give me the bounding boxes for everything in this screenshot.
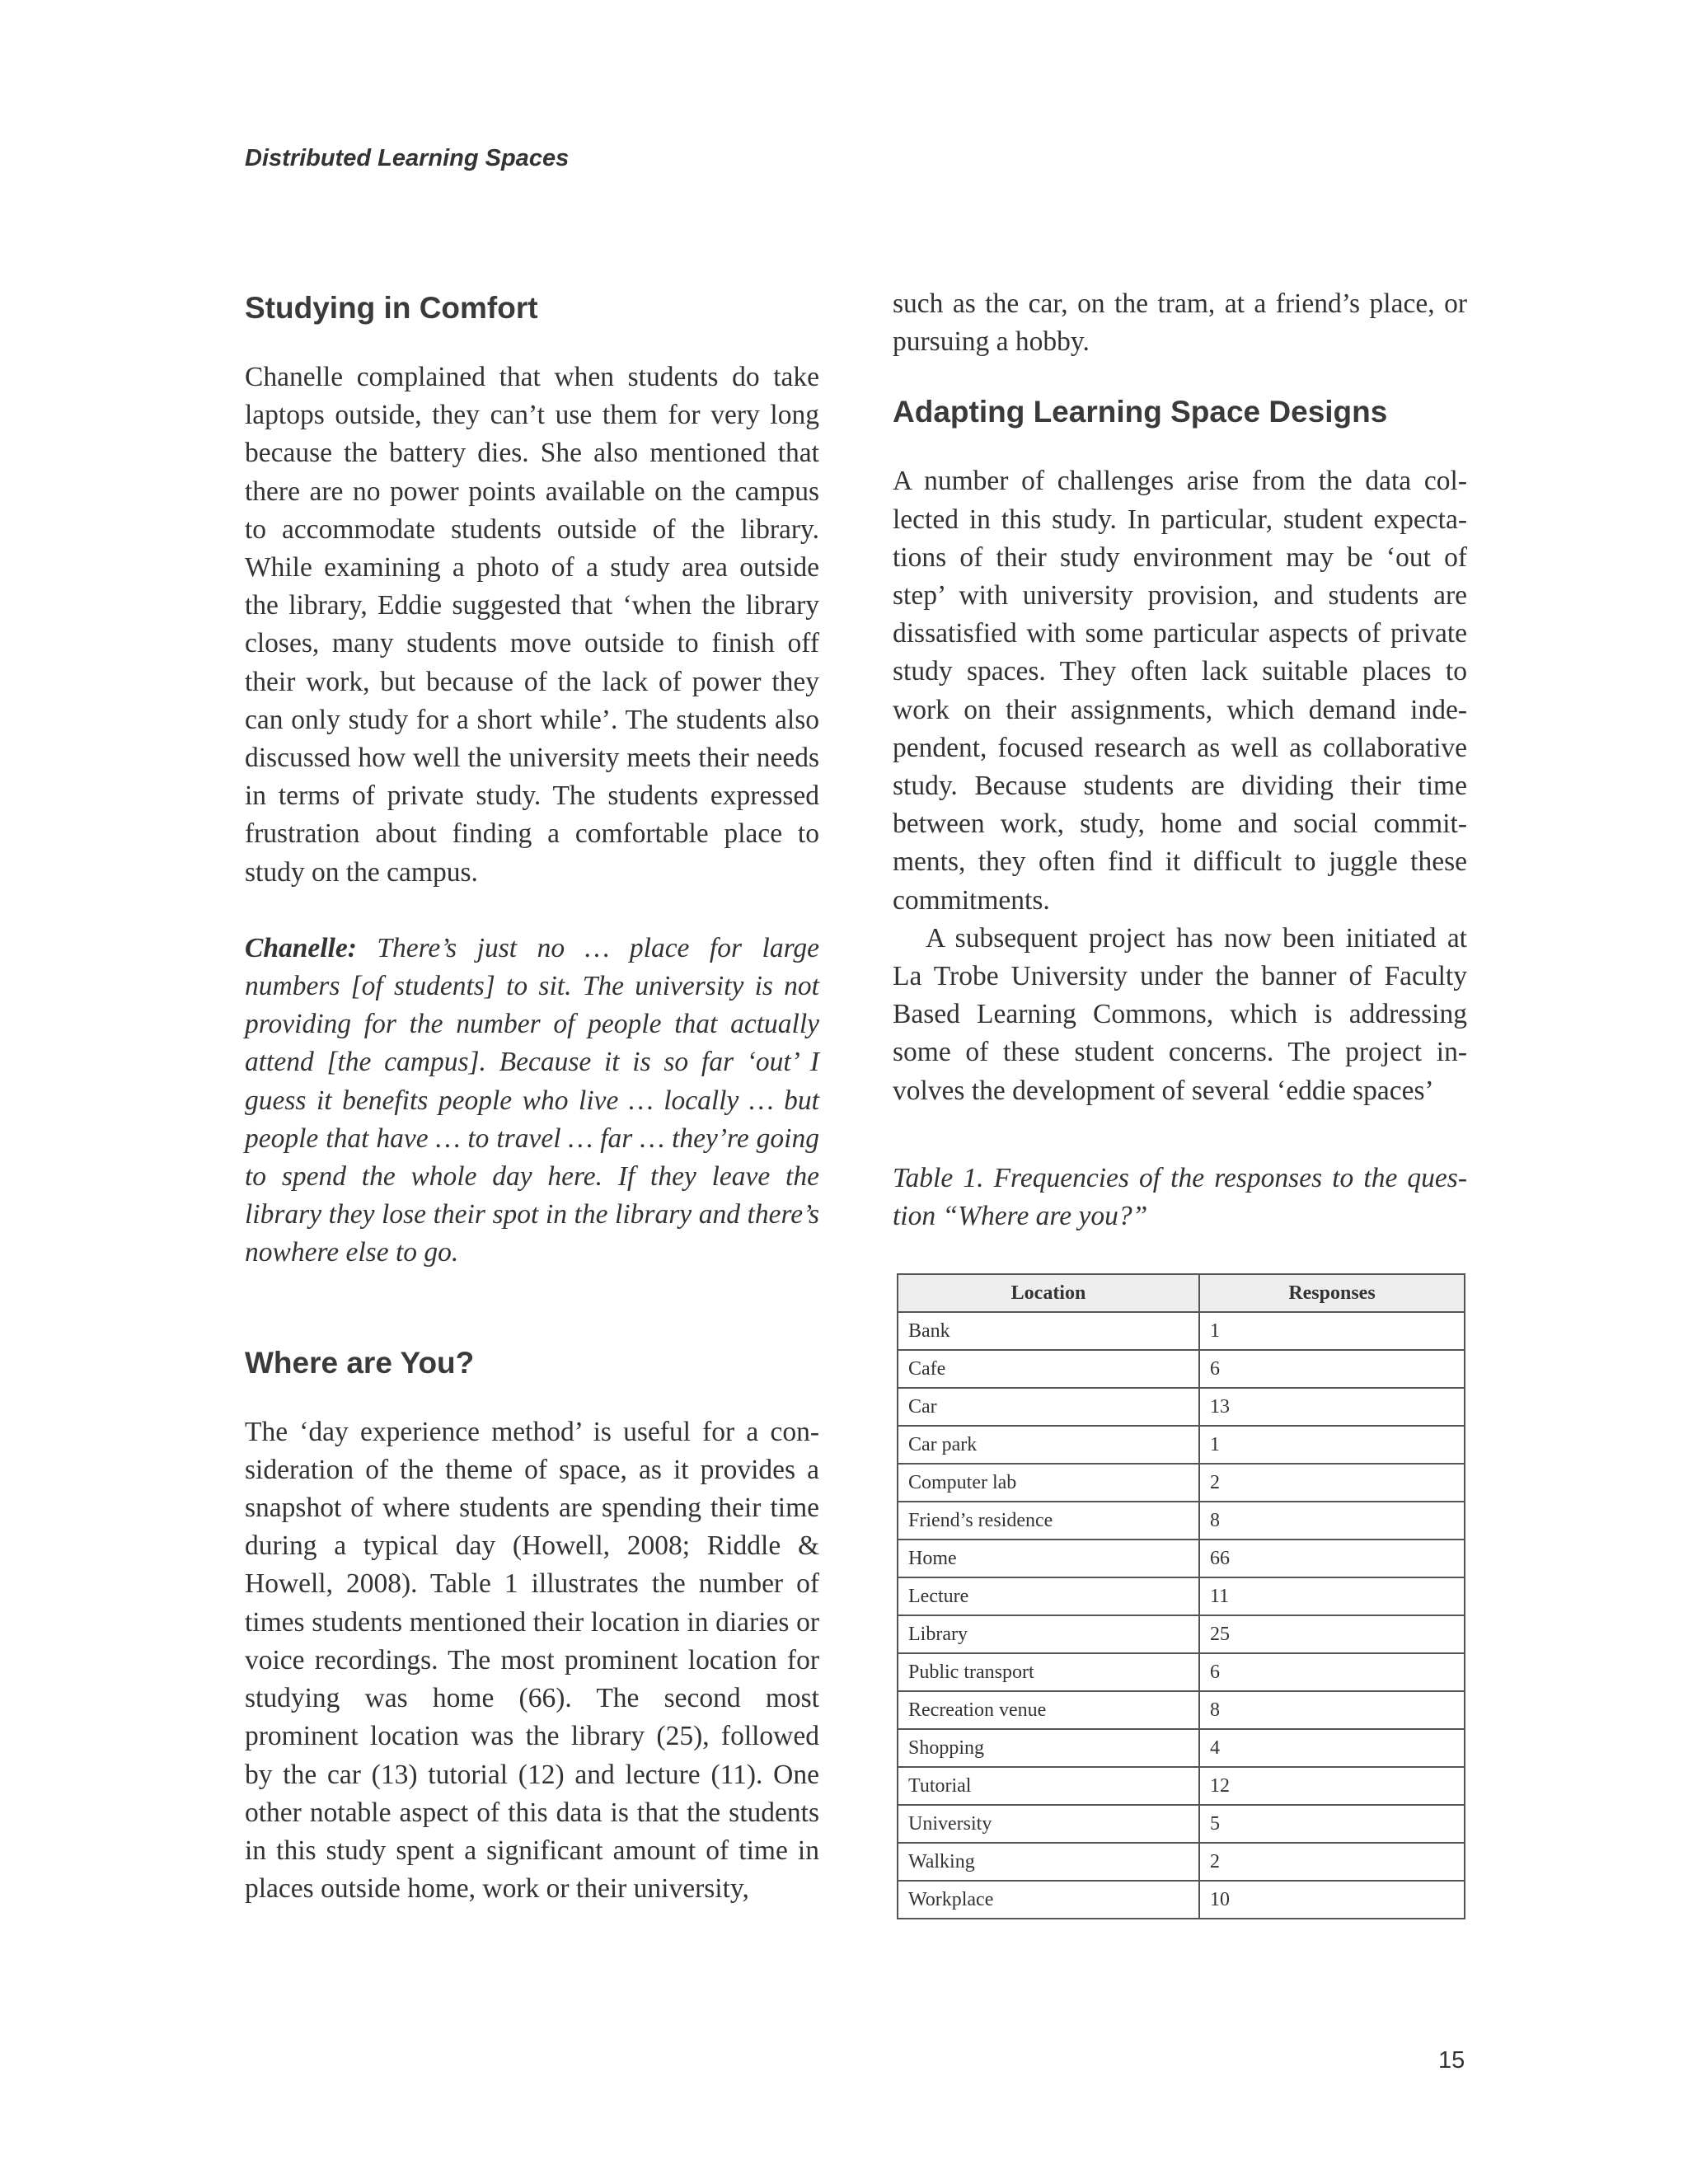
table-row: [898, 1426, 1465, 1464]
responses-cell: 12: [1199, 1767, 1465, 1805]
column-header-location: Location: [898, 1274, 1199, 1312]
location-cell: Cafe: [898, 1350, 1199, 1388]
location-cell: University: [898, 1805, 1199, 1843]
location-cell: Computer lab: [898, 1464, 1199, 1502]
location-cell: Home: [898, 1540, 1199, 1577]
table-row: [898, 1653, 1465, 1691]
location-cell: Library: [898, 1615, 1199, 1653]
responses-cell: 6: [1199, 1350, 1465, 1388]
responses-cell: 4: [1199, 1729, 1465, 1767]
table-row: [898, 1502, 1465, 1540]
location-cell: Walking: [898, 1843, 1199, 1881]
paragraph-studying-in-comfort: Chanelle complained that when students do take laptops outside, they can’t use them for very long because the battery dies. She also mentioned that there are no power points available on the campus to accommodate students outside of the library. While examining a photo of a study area outside the library, Eddie suggested that ‘when the library closes, many students move outside to finish off their work, but because of the lack of power they can only study for a short while’. The students also discussed how well the university meets their needs in terms of private study. The students expressed frustration about finding a comfortable place to study on the campus.: [245, 362, 819, 888]
location-cell: Shopping: [898, 1729, 1199, 1767]
right-column: [893, 285, 1467, 1919]
table-caption: Table 1. Frequencies of the responses to the question “Where are you?”: [893, 1162, 1467, 1232]
paragraph-where-are-you: The ‘day experience method’ is useful for a consideration of the theme of space, as it provides a snapshot of where students are spending their time during a typical day (Howell, 2008; Riddle & Howell, 2008). Table 1 illustrates the number of times students mentioned their location in diaries or voice recordings. The most prominent location for studying was home (66). The second most prominent location was the library (25), followed by the car (13) tutorial (12) and lecture (11). One other notable aspect of this data is that the students in this study spent a significant amount of time in places outside home, work or their university,: [245, 1416, 819, 1905]
table-row: [898, 1615, 1465, 1653]
table-row: [898, 1577, 1465, 1615]
section-heading-adapting-learning-space-designs: Adapting Learning Space Designs: [893, 395, 1388, 429]
paragraph-adapting-2: A subsequent project has now been initiated at La Trobe University under the banner of Faculty Based Learning Commons, which is addressing some of these student concerns. The project involves the development of several ‘eddie spaces’: [893, 922, 1467, 1106]
responses-cell: 66: [1199, 1540, 1465, 1577]
frequency-table: [897, 1273, 1465, 1919]
location-cell: Car park: [898, 1426, 1199, 1464]
left-column: [245, 285, 819, 1908]
responses-cell: 1: [1199, 1426, 1465, 1464]
table-row: [898, 1805, 1465, 1843]
column-header-responses: Responses: [1199, 1274, 1465, 1312]
location-cell: Car: [898, 1388, 1199, 1426]
responses-cell: 5: [1199, 1805, 1465, 1843]
location-cell: Recreation venue: [898, 1691, 1199, 1729]
table-row: [898, 1464, 1465, 1502]
table-row: [898, 1691, 1465, 1729]
table-row: [898, 1388, 1465, 1426]
table-row: [898, 1540, 1465, 1577]
responses-cell: 13: [1199, 1388, 1465, 1426]
responses-cell: 11: [1199, 1577, 1465, 1615]
table-header-row: [898, 1274, 1465, 1312]
location-cell: Tutorial: [898, 1767, 1199, 1805]
responses-cell: 1: [1199, 1312, 1465, 1350]
interview-quote: [245, 930, 819, 1272]
location-cell: Friend’s residence: [898, 1502, 1199, 1540]
responses-cell: 8: [1199, 1691, 1465, 1729]
section-heading-where-are-you: Where are You?: [245, 1345, 475, 1380]
page-number: 15: [1438, 2047, 1465, 2074]
location-cell: Lecture: [898, 1577, 1199, 1615]
section-heading-studying-in-comfort: Studying in Comfort: [245, 291, 538, 325]
table-row: [898, 1350, 1465, 1388]
running-header: Distributed Learning Spaces: [245, 145, 570, 171]
table-row: [898, 1881, 1465, 1919]
responses-cell: 2: [1199, 1843, 1465, 1881]
responses-cell: 6: [1199, 1653, 1465, 1691]
location-cell: Bank: [898, 1312, 1199, 1350]
responses-cell: 8: [1199, 1502, 1465, 1540]
table-row: [898, 1729, 1465, 1767]
responses-cell: 25: [1199, 1615, 1465, 1653]
quote-text: There’s just no … place for large numbers [of students] to sit. The university is not providing for the number of people that actually attend [the campus]. Because it is so far ‘out’ I guess it benefits people who live … locally … but people that have … to travel … far … they’re going to spend the whole day here. If they leave the library they lose their spot in the library and there’s nowhere else to go.: [245, 932, 820, 1268]
quote-speaker: Chanelle:: [245, 932, 357, 963]
location-cell: Workplace: [898, 1881, 1199, 1919]
location-cell: Public transport: [898, 1653, 1199, 1691]
paragraph-continued: such as the car, on the tram, at a friend’s place, or pursuing a hobby.: [893, 288, 1467, 358]
table-row: [898, 1767, 1465, 1805]
table-row: [898, 1843, 1465, 1881]
paragraph-adapting-1: A number of challenges arise from the data collected in this study. In particular, student expectations of their study environment may be ‘out of step’ with university provision, and students are dissatisfied with some particular aspects of private study spaces. They often lack suitable places to work on their assignments, which demand independent, focused research as well as collaborative study. Because students are dividing their time between work, study, home and social commitments, they often find it difficult to juggle these commitments.: [893, 466, 1467, 916]
responses-cell: 10: [1199, 1881, 1465, 1919]
table-row: [898, 1312, 1465, 1350]
responses-cell: 2: [1199, 1464, 1465, 1502]
